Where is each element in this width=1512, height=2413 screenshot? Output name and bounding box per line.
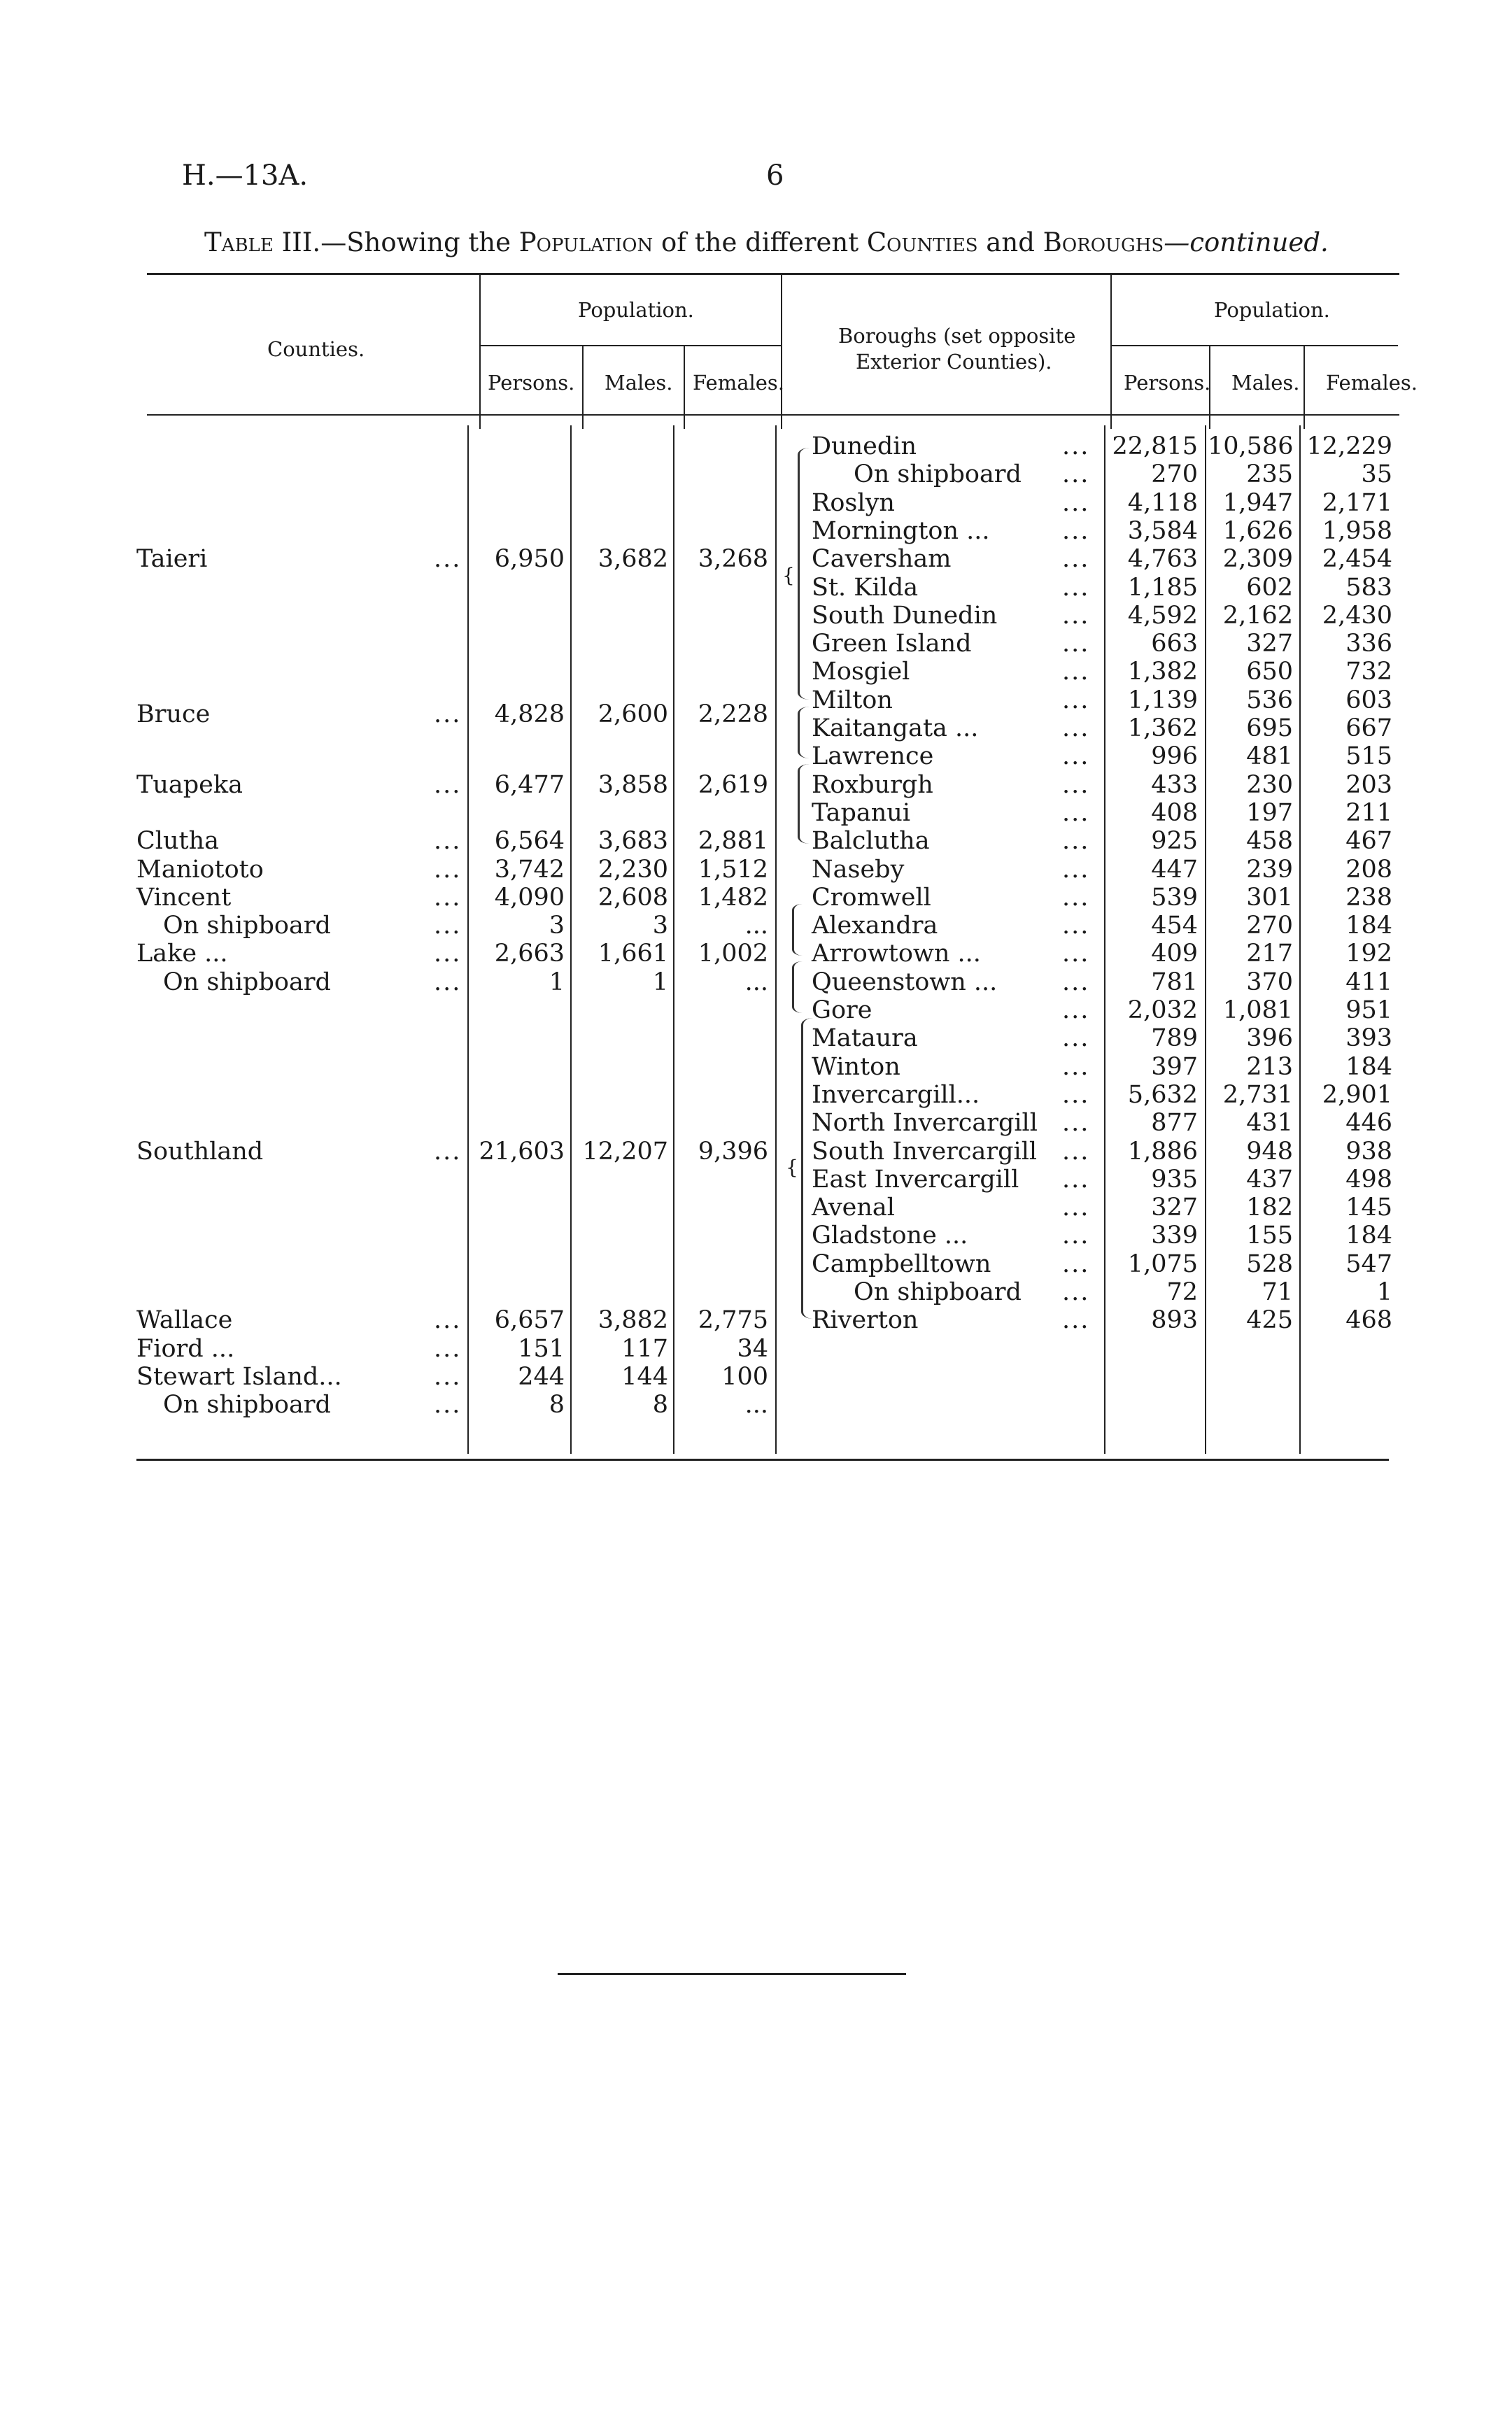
county-females: 9,396	[698, 1137, 768, 1166]
county-males: 3,858	[598, 770, 668, 799]
borough-males: 396	[1246, 1024, 1293, 1053]
borough-females: 35	[1361, 460, 1392, 489]
county-males: 2,230	[598, 855, 668, 884]
borough-males: 431	[1246, 1109, 1293, 1138]
borough-persons: 996	[1151, 742, 1198, 771]
brace-bruce	[798, 707, 810, 758]
leader-dots: ...	[1062, 1165, 1090, 1194]
borough-name: Kaitangata ...	[812, 714, 979, 742]
county-persons: 3	[549, 912, 565, 940]
county-name: On shipboard	[163, 1391, 331, 1420]
header-counties: Counties.	[267, 337, 365, 361]
borough-persons: 270	[1151, 460, 1198, 489]
population-underline-left	[480, 345, 781, 346]
borough-males: 602	[1246, 573, 1293, 602]
borough-persons: 539	[1151, 883, 1198, 912]
borough-persons: 3,584	[1127, 516, 1198, 545]
leader-dots: ...	[1062, 827, 1090, 856]
borough-females: 145	[1345, 1194, 1392, 1222]
leader-dots: ...	[434, 940, 462, 968]
page-reference: H.—13A.	[182, 160, 309, 192]
county-females: ...	[744, 968, 768, 996]
borough-males: 182	[1246, 1194, 1293, 1222]
borough-males: 437	[1246, 1165, 1293, 1194]
borough-name: Riverton	[812, 1306, 919, 1335]
borough-persons: 1,382	[1127, 658, 1198, 686]
leader-dots: ...	[1062, 1250, 1090, 1278]
county-persons: 3,742	[494, 855, 565, 884]
brace-lake	[792, 961, 803, 1013]
county-persons: 2,663	[494, 940, 565, 968]
borough-persons: 1,139	[1127, 686, 1198, 714]
borough-persons: 397	[1151, 1052, 1198, 1081]
county-females: 3,268	[698, 545, 768, 574]
leader-dots: ...	[434, 1362, 462, 1391]
borough-name: Milton	[812, 686, 893, 714]
borough-persons: 454	[1151, 912, 1198, 940]
header-males-left: Males.	[605, 371, 673, 395]
county-males: 144	[621, 1362, 668, 1391]
col-divider	[479, 275, 481, 429]
end-rule	[558, 1973, 906, 1975]
county-persons: 244	[518, 1362, 565, 1391]
leader-dots: ...	[1062, 488, 1090, 517]
borough-name: East Invercargill	[812, 1165, 1019, 1194]
borough-name: On shipboard	[854, 1278, 1022, 1306]
title-part: Boroughs	[1043, 227, 1164, 257]
borough-females: 1	[1376, 1278, 1392, 1306]
leader-dots: ...	[1062, 630, 1090, 658]
county-males: 117	[621, 1334, 668, 1363]
county-males: 2,600	[598, 700, 668, 728]
leader-dots: ...	[434, 855, 462, 884]
county-males: 2,608	[598, 883, 668, 912]
borough-name: Mosgiel	[812, 658, 910, 686]
header-boroughs: Boroughs (set opposite	[838, 324, 1076, 348]
county-males: 3,683	[598, 827, 668, 856]
county-females: ...	[744, 912, 768, 940]
col-divider	[684, 346, 685, 429]
county-name: Taieri	[136, 545, 208, 574]
borough-females: 468	[1345, 1306, 1392, 1335]
borough-males: 197	[1246, 798, 1293, 827]
borough-females: 583	[1345, 573, 1392, 602]
borough-males: 213	[1246, 1052, 1293, 1081]
county-name: Vincent	[136, 883, 232, 912]
leader-dots: ...	[434, 1137, 462, 1166]
borough-persons: 1,362	[1127, 714, 1198, 742]
county-persons: 8	[549, 1391, 565, 1420]
col-divider	[781, 275, 782, 429]
county-females: 1,482	[698, 883, 768, 912]
county-name: Southland	[136, 1137, 264, 1166]
leader-dots: ...	[434, 700, 462, 728]
borough-females: 938	[1345, 1137, 1392, 1166]
county-name: On shipboard	[163, 912, 331, 940]
col-divider	[467, 425, 469, 1454]
col-divider	[673, 425, 674, 1454]
borough-females: 336	[1345, 630, 1392, 658]
borough-name: Queenstown ...	[812, 968, 998, 996]
title-table-label: Table III.	[204, 227, 321, 257]
leader-dots: ...	[1062, 516, 1090, 545]
county-males: 1,661	[598, 940, 668, 968]
borough-name: South Invercargill	[812, 1137, 1038, 1166]
col-divider	[1303, 346, 1305, 429]
county-name: Lake ...	[136, 940, 228, 968]
borough-males: 481	[1246, 742, 1293, 771]
borough-females: 1,958	[1322, 516, 1392, 545]
borough-persons: 893	[1151, 1306, 1198, 1335]
title-part: Population	[518, 227, 653, 257]
borough-females: 732	[1345, 658, 1392, 686]
borough-persons: 327	[1151, 1194, 1198, 1222]
leader-dots: ...	[1062, 855, 1090, 884]
brace-tip: {	[786, 1156, 798, 1179]
col-divider	[1110, 275, 1112, 429]
col-divider	[582, 346, 584, 429]
leader-dots: ...	[434, 1306, 462, 1335]
header-males-right: Males.	[1231, 371, 1300, 395]
borough-males: 235	[1246, 460, 1293, 489]
borough-females: 184	[1345, 912, 1392, 940]
borough-males: 10,586	[1208, 432, 1294, 460]
county-persons: 4,090	[494, 883, 565, 912]
county-persons: 6,564	[494, 827, 565, 856]
header-population-right: Population.	[1214, 298, 1330, 322]
table-title	[204, 227, 1329, 257]
borough-name: South Dunedin	[812, 601, 998, 630]
page-number: 6	[766, 160, 784, 192]
leader-dots: ...	[1062, 742, 1090, 771]
borough-females: 446	[1345, 1109, 1392, 1138]
header-boroughs-line2: Exterior Counties).	[856, 350, 1052, 374]
borough-females: 411	[1345, 968, 1392, 996]
borough-males: 301	[1246, 883, 1293, 912]
borough-females: 2,171	[1322, 488, 1392, 517]
leader-dots: ...	[434, 883, 462, 912]
header-females-left: Females.	[693, 371, 785, 395]
county-females: 2,775	[698, 1306, 768, 1335]
borough-name: Invercargill...	[812, 1080, 980, 1109]
borough-persons: 1,075	[1127, 1250, 1198, 1278]
county-name: Tuapeka	[136, 770, 243, 799]
leader-dots: ...	[1062, 1109, 1090, 1138]
leader-dots: ...	[434, 912, 462, 940]
leader-dots: ...	[1062, 1278, 1090, 1306]
borough-name: Caversham	[812, 545, 952, 574]
leader-dots: ...	[434, 770, 462, 799]
brace-vincent	[792, 904, 803, 956]
county-name: Wallace	[136, 1306, 233, 1335]
borough-males: 230	[1246, 770, 1293, 799]
table-top-rule	[147, 273, 1399, 275]
county-name: Bruce	[136, 700, 211, 728]
borough-persons: 4,592	[1127, 601, 1198, 630]
borough-persons: 22,815	[1112, 432, 1198, 460]
brace-tip: {	[782, 564, 795, 587]
leader-dots: ...	[1062, 1080, 1090, 1109]
county-name: Maniototo	[136, 855, 264, 884]
borough-name: Mornington ...	[812, 516, 990, 545]
borough-males: 650	[1246, 658, 1293, 686]
county-name: Stewart Island...	[136, 1362, 342, 1391]
borough-name: Dunedin	[812, 432, 917, 460]
borough-females: 2,901	[1322, 1080, 1392, 1109]
borough-name: Lawrence	[812, 742, 934, 771]
borough-name: Avenal	[812, 1194, 895, 1222]
borough-males: 217	[1246, 940, 1293, 968]
leader-dots: ...	[434, 1391, 462, 1420]
borough-females: 603	[1345, 686, 1392, 714]
borough-females: 667	[1345, 714, 1392, 742]
leader-dots: ...	[1062, 1222, 1090, 1250]
title-part: of the different	[653, 227, 867, 257]
leader-dots: ...	[1062, 714, 1090, 742]
borough-name: Arrowtown ...	[812, 940, 981, 968]
header-persons-right: Persons.	[1124, 371, 1211, 395]
header-females-right: Females.	[1326, 371, 1418, 395]
leader-dots: ...	[1062, 770, 1090, 799]
table-bottom-rule	[136, 1459, 1389, 1461]
leader-dots: ...	[1062, 686, 1090, 714]
county-females: 34	[737, 1334, 768, 1363]
title-part: —Showing the	[320, 227, 519, 257]
county-persons: 4,828	[494, 700, 565, 728]
borough-persons: 789	[1151, 1024, 1198, 1053]
borough-name: Alexandra	[812, 912, 938, 940]
header-bottom-rule	[147, 414, 1399, 416]
county-males: 3	[652, 912, 668, 940]
borough-name: On shipboard	[854, 460, 1022, 489]
borough-females: 393	[1345, 1024, 1392, 1053]
col-divider	[1205, 425, 1206, 1454]
county-females: 100	[721, 1362, 768, 1391]
borough-males: 270	[1246, 912, 1293, 940]
borough-females: 184	[1345, 1222, 1392, 1250]
borough-persons: 925	[1151, 827, 1198, 856]
leader-dots: ...	[1062, 545, 1090, 574]
col-divider	[1299, 425, 1301, 1454]
borough-males: 1,081	[1222, 996, 1293, 1024]
borough-males: 695	[1246, 714, 1293, 742]
borough-females: 238	[1345, 883, 1392, 912]
leader-dots: ...	[1062, 573, 1090, 602]
leader-dots: ...	[1062, 1137, 1090, 1166]
leader-dots: ...	[1062, 1194, 1090, 1222]
borough-males: 2,309	[1222, 545, 1293, 574]
county-name: Fiord ...	[136, 1334, 235, 1363]
brace-tuapeka	[798, 764, 810, 844]
county-persons: 151	[518, 1334, 565, 1363]
borough-males: 948	[1246, 1137, 1293, 1166]
population-underline-right	[1111, 345, 1398, 346]
borough-name: Cromwell	[812, 883, 931, 912]
county-persons: 1	[549, 968, 565, 996]
borough-name: Balclutha	[812, 827, 930, 856]
borough-persons: 72	[1166, 1278, 1198, 1306]
borough-name: St. Kilda	[812, 573, 919, 602]
borough-males: 425	[1246, 1306, 1293, 1335]
leader-dots: ...	[1062, 1024, 1090, 1053]
leader-dots: ...	[1062, 883, 1090, 912]
borough-name: Mataura	[812, 1024, 918, 1053]
borough-persons: 2,032	[1127, 996, 1198, 1024]
county-males: 1	[652, 968, 668, 996]
borough-males: 327	[1246, 630, 1293, 658]
borough-persons: 408	[1151, 798, 1198, 827]
header-population-left: Population.	[578, 298, 694, 322]
leader-dots: ...	[1062, 1052, 1090, 1081]
borough-persons: 663	[1151, 630, 1198, 658]
borough-persons: 339	[1151, 1222, 1198, 1250]
borough-males: 458	[1246, 827, 1293, 856]
header-persons-left: Persons.	[488, 371, 575, 395]
borough-persons: 877	[1151, 1109, 1198, 1138]
borough-females: 203	[1345, 770, 1392, 799]
borough-persons: 447	[1151, 855, 1198, 884]
brace-taieri	[798, 448, 810, 700]
borough-females: 951	[1345, 996, 1392, 1024]
county-persons: 6,477	[494, 770, 565, 799]
col-divider	[1104, 425, 1105, 1454]
borough-name: North Invercargill	[812, 1109, 1038, 1138]
borough-name: Campbelltown	[812, 1250, 991, 1278]
borough-males: 536	[1246, 686, 1293, 714]
borough-females: 498	[1345, 1165, 1392, 1194]
borough-name: Winton	[812, 1052, 900, 1081]
borough-males: 71	[1262, 1278, 1293, 1306]
county-females: 1,512	[698, 855, 768, 884]
borough-females: 467	[1345, 827, 1392, 856]
county-females: 2,881	[698, 827, 768, 856]
leader-dots: ...	[1062, 996, 1090, 1024]
borough-persons: 5,632	[1127, 1080, 1198, 1109]
leader-dots: ...	[1062, 658, 1090, 686]
county-females: ...	[744, 1391, 768, 1420]
borough-females: 12,229	[1306, 432, 1392, 460]
borough-name: Gore	[812, 996, 872, 1024]
county-males: 3,682	[598, 545, 668, 574]
borough-females: 192	[1345, 940, 1392, 968]
borough-females: 184	[1345, 1052, 1392, 1081]
county-persons: 6,950	[494, 545, 565, 574]
county-name: On shipboard	[163, 968, 331, 996]
borough-females: 208	[1345, 855, 1392, 884]
leader-dots: ...	[1062, 968, 1090, 996]
leader-dots: ...	[434, 968, 462, 996]
borough-males: 528	[1246, 1250, 1293, 1278]
borough-males: 239	[1246, 855, 1293, 884]
leader-dots: ...	[1062, 940, 1090, 968]
borough-males: 2,731	[1222, 1080, 1293, 1109]
borough-males: 1,947	[1222, 488, 1293, 517]
borough-persons: 433	[1151, 770, 1198, 799]
leader-dots: ...	[1062, 460, 1090, 489]
county-persons: 6,657	[494, 1306, 565, 1335]
borough-name: Tapanui	[812, 798, 911, 827]
leader-dots: ...	[1062, 912, 1090, 940]
borough-females: 547	[1345, 1250, 1392, 1278]
borough-persons: 781	[1151, 968, 1198, 996]
borough-persons: 935	[1151, 1165, 1198, 1194]
borough-name: Roxburgh	[812, 770, 933, 799]
borough-females: 515	[1345, 742, 1392, 771]
brace-southland	[801, 1018, 813, 1319]
county-females: 2,228	[698, 700, 768, 728]
county-persons: 21,603	[479, 1137, 565, 1166]
borough-persons: 1,185	[1127, 573, 1198, 602]
leader-dots: ...	[1062, 601, 1090, 630]
borough-males: 155	[1246, 1222, 1293, 1250]
title-part: Counties	[866, 227, 978, 257]
borough-persons: 409	[1151, 940, 1198, 968]
col-divider	[775, 425, 777, 1454]
borough-name: Gladstone ...	[812, 1222, 968, 1250]
borough-females: 2,454	[1322, 545, 1392, 574]
county-males: 3,882	[598, 1306, 668, 1335]
county-males: 12,207	[582, 1137, 668, 1166]
leader-dots: ...	[1062, 432, 1090, 460]
leader-dots: ...	[1062, 798, 1090, 827]
county-name: Clutha	[136, 827, 219, 856]
borough-females: 211	[1345, 798, 1392, 827]
borough-males: 1,626	[1222, 516, 1293, 545]
county-females: 2,619	[698, 770, 768, 799]
borough-males: 370	[1246, 968, 1293, 996]
title-part: —continued.	[1164, 227, 1329, 257]
borough-persons: 4,763	[1127, 545, 1198, 574]
borough-males: 2,162	[1222, 601, 1293, 630]
county-males: 8	[652, 1391, 668, 1420]
leader-dots: ...	[1062, 1306, 1090, 1335]
borough-females: 2,430	[1322, 601, 1392, 630]
leader-dots: ...	[434, 545, 462, 574]
borough-name: Roslyn	[812, 488, 895, 517]
leader-dots: ...	[434, 827, 462, 856]
borough-name: Naseby	[812, 855, 905, 884]
leader-dots: ...	[434, 1334, 462, 1363]
borough-persons: 1,886	[1127, 1137, 1198, 1166]
borough-persons: 4,118	[1127, 488, 1198, 517]
borough-name: Green Island	[812, 630, 972, 658]
county-females: 1,002	[698, 940, 768, 968]
col-divider	[570, 425, 572, 1454]
title-part: and	[977, 227, 1043, 257]
